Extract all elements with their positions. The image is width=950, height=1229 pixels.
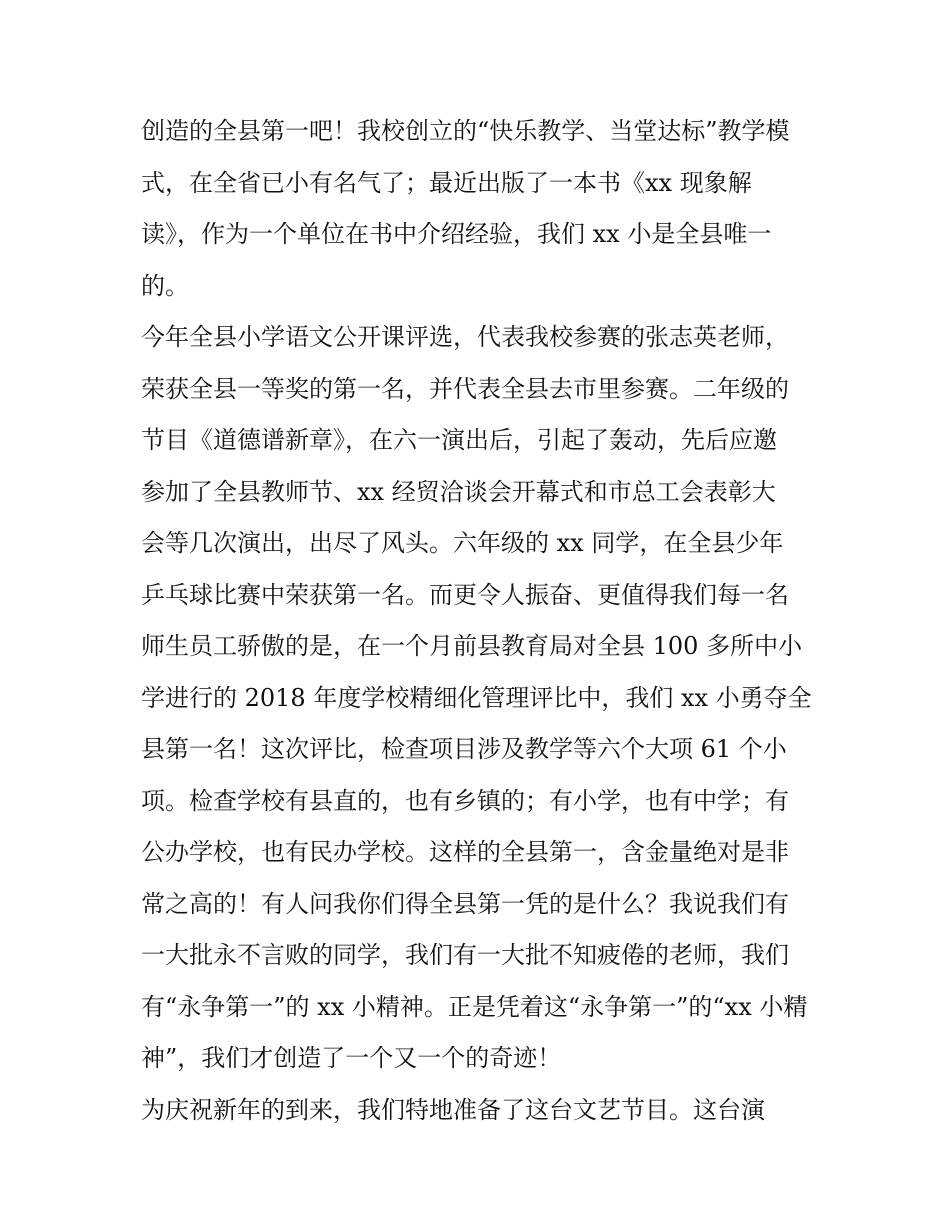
text-line: 项。检查学校有县直的，也有乡镇的；有小学，也有中学；有 [141,786,789,815]
text-line: 神”，我们才创造了一个又一个的奇迹！ [141,1044,562,1072]
text-line: 县第一名！这次评比，检查项目涉及教学等六个大项 61 个小 [141,735,787,763]
text-line: 乒乓球比赛中荣获第一名。而更令人振奋、更值得我们每一名 [141,580,789,609]
text-line: 参加了全县教师节、xx 经贸洽谈会开幕式和市总工会表彰大 [141,477,776,506]
text-line: 学进行的 2018 年度学校精细化管理评比中，我们 xx 小勇夺全 [141,683,812,712]
text-line: 会等几次演出，出尽了风头。六年级的 xx 同学，在全县少年 [141,529,784,557]
text-line: 今年全县小学语文公开课评选，代表我校参赛的张志英老师， [141,323,789,351]
text-line: 有“永争第一”的 xx 小精神。正是凭着这“永争第一”的“xx 小精 [141,992,808,1021]
text-line: 节目《道德谱新章》，在六一演出后，引起了轰动，先后应邀 [141,426,777,454]
text-line: 为庆祝新年的到来，我们特地准备了这台文艺节目。这台演 [141,1095,765,1124]
text-line: 师生员工骄傲的是，在一个月前县教育局对全县 100 多所中小 [141,632,803,660]
text-line: 读》，作为一个单位在书中介绍经验，我们 xx 小是全县唯一 [141,220,772,248]
text-line: 一大批永不言败的同学，我们有一大批不知疲倦的老师，我们 [141,941,789,969]
text-line: 创造的全县第一吧！我校创立的“快乐教学、当堂达标”教学模 [141,117,790,145]
document-body [141,106,821,1136]
text-line: 荣获全县一等奖的第一名，并代表全县去市里参赛。二年级的 [141,374,789,403]
text-line: 公办学校，也有民办学校。这样的全县第一，含金量绝对是非 [141,838,789,866]
text-line: 的。 [141,271,189,300]
text-line: 式，在全省已小有名气了；最近出版了一本书《xx 现象解 [141,168,752,197]
text-line: 常之高的！有人问我你们得全县第一凭的是什么？我说我们有 [141,889,789,918]
